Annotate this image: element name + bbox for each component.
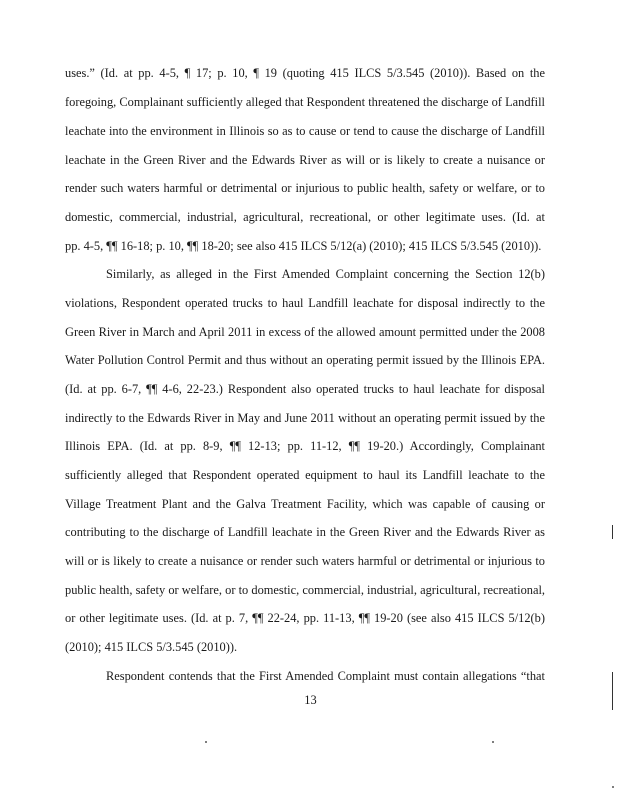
scan-margin-mark (612, 672, 613, 710)
scan-speck (492, 741, 494, 743)
body-text-line: (Id. at pp. 6-7, ¶¶ 4-6, 22-23.) Respondent also operated trucks to haul leachate for disposal (65, 382, 545, 396)
body-text-line: Green River in March and April 2011 in excess of the allowed amount permitted under the 2008 (65, 325, 545, 339)
body-text-line: domestic, commercial, industrial, agricultural, recreational, or other legitimate uses. (Id. at (65, 210, 545, 224)
paragraph-first-line: Respondent contends that the First Amended Complaint must contain allegations “that (106, 669, 545, 683)
body-text-line: will or is likely to create a nuisance or render such waters harmful or detrimental or injurious to (65, 554, 545, 568)
body-text-line: pp. 4-5, ¶¶ 16-18; p. 10, ¶¶ 18-20; see also 415 ILCS 5/12(a) (2010); 415 ILCS 5/3.545 (2010)). (65, 239, 542, 253)
scan-margin-mark (612, 525, 613, 539)
body-text-line: Illinois EPA. (Id. at pp. 8-9, ¶¶ 12-13; pp. 11-12, ¶¶ 19-20.) Accordingly, Complainant (65, 439, 545, 453)
body-text-line: Village Treatment Plant and the Galva Treatment Facility, which was capable of causing or (65, 497, 545, 511)
body-text-line: indirectly to the Edwards River in May and June 2011 without an operating permit issued by the (65, 411, 545, 425)
scan-speck (205, 741, 207, 743)
body-text-line: or other legitimate uses. (Id. at p. 7, ¶¶ 22-24, pp. 11-13, ¶¶ 19-20 (see also 415 ILCS 5/12(b) (65, 611, 545, 625)
body-text-line: public health, safety or welfare, or to domestic, commercial, industrial, agricultural, recreational, (65, 583, 545, 597)
page-number: 13 (304, 693, 317, 707)
body-text-line: contributing to the discharge of Landfill leachate in the Green River and the Edwards River as (65, 525, 545, 539)
body-text-line: sufficiently alleged that Respondent operated equipment to haul its Landfill leachate to the (65, 468, 545, 482)
body-text-line: violations, Respondent operated trucks to haul Landfill leachate for disposal indirectly to the (65, 296, 545, 310)
body-text-line: foregoing, Complainant sufficiently alleged that Respondent threatened the discharge of Landfill (65, 95, 545, 109)
paragraph-first-line: Similarly, as alleged in the First Amended Complaint concerning the Section 12(b) (106, 267, 545, 281)
body-text-line: leachate in the Green River and the Edwards River as will or is likely to create a nuisance or (65, 153, 545, 167)
body-text-line: Water Pollution Control Permit and thus without an operating permit issued by the Illinois EPA. (65, 353, 545, 367)
body-text-line: uses.” (Id. at pp. 4-5, ¶ 17; p. 10, ¶ 19 (quoting 415 ILCS 5/3.545 (2010)). Based on the (65, 66, 545, 80)
body-text-line: (2010); 415 ILCS 5/3.545 (2010)). (65, 640, 238, 654)
body-text-line: leachate into the environment in Illinois so as to cause or tend to cause the discharge of Landfill (65, 124, 545, 138)
body-text-line: render such waters harmful or detrimental or injurious to public health, safety or welfare, or to (65, 181, 545, 195)
scan-speck (612, 786, 614, 788)
